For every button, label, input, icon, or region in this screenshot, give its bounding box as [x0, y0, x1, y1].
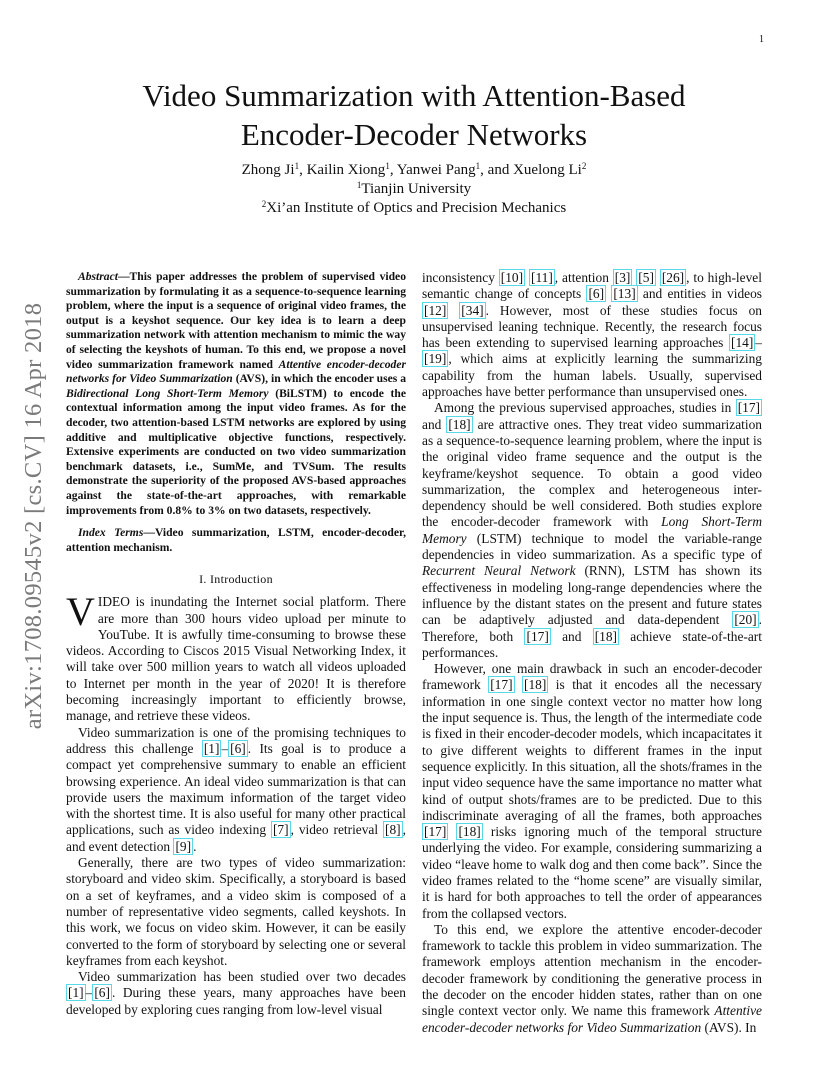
paragraph-text: Among the previous supervised approaches, studies in: [434, 400, 736, 416]
citation-link[interactable]: [6]: [230, 740, 246, 756]
citation-link[interactable]: [14]: [730, 335, 754, 351]
affiliation-mark: 1: [356, 180, 362, 190]
intro-paragraph-1: [66, 589, 406, 724]
index-terms: [66, 526, 406, 555]
affiliation-mark: 1: [475, 161, 481, 171]
paragraph-text: To this end, we explore the attentive encoder-decoder framework to tackle this problem in video summarization. The framework employs attention mechanism in the encoder-decoder framework by conditioning the generative process in the decoder on the encoder hidden states, rather than on one single context vector only. We name this framework: [422, 921, 762, 1019]
paragraph-text: (RNN), LSTM has shown its effectiveness in modeling long-range dependencies where the influence by the distant states on the present and future states can be adaptively adjusted and data-dependent: [422, 563, 762, 628]
paragraph-text: .: [193, 838, 197, 854]
section-heading: I. Introduction: [199, 572, 273, 587]
intro-paragraph-7: [422, 661, 762, 922]
arxiv-watermark: [10, 276, 58, 756]
paragraph-text: are attractive ones. They treat video summarization as a sequence-to-sequence learning problem, where the input is the original video frame sequence and the output is the keyframe/keyshot sequence. To obtain a good video summarization, the complex and heterogeneous inter-dependency should be well considered. Both studies explore the encoder-decoder framework with: [422, 416, 762, 530]
emphasis-text: Long Short-Term Memory: [422, 514, 762, 546]
citation-link[interactable]: [34]: [461, 302, 484, 318]
citation-link[interactable]: [9]: [175, 838, 192, 854]
paragraph-text: However, one main drawback in such an encoder-decoder framework: [422, 661, 762, 693]
abstract-text: —This paper addresses the problem of supervised video summarization by formulating it as a sequence-to-sequence learning problem, where the input is a sequence of original video frames, the output is a keyshot sequence. Our key idea is to learn a deep summarization network with attention mechanism to mimic the way of selecting the keyshots of human. To this end, we propose a novel video summarization framework named: [66, 270, 406, 371]
index-terms-label: Index Terms: [78, 526, 144, 540]
author-block: [60, 161, 768, 218]
index-terms-text: —Video summarization, LSTM, encoder-decoder, attention mechanism.: [66, 526, 406, 554]
paragraph-text: and: [550, 628, 593, 644]
intro-paragraph-8: [422, 922, 762, 1036]
abstract-label: Abstract: [78, 270, 118, 283]
abstract-text: (BiLSTM) to encode the contextual information among the input video frames. As for the decoder, two attention-based LSTM networks are explored by using additive and multiplicative objective functions, respectively. Extensive experiments are conducted on two video summarization benchmark datasets, i.e., SumMe, and TVSum. The results demonstrate the superiority of the proposed AVS-based approaches against the state-of-the-art approaches, with remarkable improvements from 0.8% to 3% on two datasets, respectively.: [66, 386, 406, 517]
abstract-emphasis: Bidirectional Long Short-Term Memory: [66, 386, 269, 400]
citation-link[interactable]: [1]: [203, 740, 220, 756]
paragraph-text: . Therefore, both: [422, 612, 762, 644]
paragraph-text: Video summarization has been studied over two decades: [78, 969, 406, 985]
citation-link[interactable]: [19]: [424, 351, 447, 367]
affiliation-mark: 2: [581, 161, 587, 171]
citation-link[interactable]: [17]: [490, 677, 513, 693]
paragraph-text: Video summarization is one of the promising techniques to address this challenge: [66, 724, 406, 756]
intro-paragraph-3: Generally, there are two types of video summarization: storyboard and video skim. Specifically, a storyboard is based on a set of keyframes, and a video skim is composed of a number of representative video segments, called keyshots. In this work, we focus on video skim. However, it can be easily converted to the form of storyboard by selecting one or several keyframes from each keyshot.: [66, 855, 406, 968]
paragraph-text: –: [221, 740, 229, 756]
paragraph-text: , which aims at explicitly learning the summarizing capability from the human labels. Usually, supervised approaches have better performance than unsupervised ones.: [422, 351, 762, 400]
citation-link[interactable]: [11]: [530, 270, 553, 285]
paragraph-text: , and event detection: [66, 822, 406, 854]
intro-paragraph-2: [66, 725, 406, 855]
intro-paragraph-5: [422, 270, 762, 400]
affiliation-1: [60, 180, 768, 199]
citation-link[interactable]: [6]: [588, 286, 605, 302]
author-name: Zhong Ji: [241, 162, 295, 178]
citation-link[interactable]: [3]: [614, 270, 631, 285]
affiliation-name: Tianjin University: [361, 181, 472, 197]
paragraph-text: inconsistency: [422, 270, 499, 285]
page-number: 1: [759, 34, 764, 45]
citation-link[interactable]: [18]: [458, 824, 481, 840]
author-names: Zhong Ji$^1$, Kailin Xiong$^1$, Yanwei Pang$^1$, and Xuelong Li$^2$: [241, 161, 587, 178]
drop-cap: V: [66, 589, 95, 635]
emphasis-text: Recurrent Neural Network: [422, 563, 576, 579]
author-name: Xuelong Li: [513, 162, 582, 178]
paper-title: [60, 76, 768, 154]
citation-link[interactable]: [10]: [500, 270, 524, 285]
affiliation-name: Xi’an Institute of Optics and Precision Mechanics: [266, 200, 567, 216]
citation-link[interactable]: [17]: [737, 400, 760, 416]
paragraph-text: , attention: [554, 270, 613, 285]
citation-link[interactable]: [17]: [526, 628, 549, 644]
abstract-emphasis: Attentive encoder-decoder networks for Video Summarization: [66, 357, 406, 386]
citation-link[interactable]: [6]: [94, 985, 110, 1001]
emphasis-text: Attentive encoder-decoder networks for Video Summarization: [422, 1003, 762, 1035]
affiliation-mark: 1: [294, 161, 300, 171]
title-line-1: Video Summarization with Attention-Based: [142, 78, 686, 113]
paragraph-text: and entities in videos: [637, 286, 762, 302]
paragraph-text: –: [755, 335, 762, 351]
paragraph-text: , to high-level semantic change of concepts: [422, 270, 762, 302]
citation-link[interactable]: [17]: [424, 824, 447, 840]
abstract-text: (AVS), in which the encoder uses a: [232, 372, 406, 386]
paragraph-text: , video retrieval: [290, 822, 384, 838]
affiliation-2: [60, 199, 768, 218]
citation-link[interactable]: [12]: [424, 302, 447, 318]
intro-paragraph-4: [66, 969, 406, 1018]
citation-link[interactable]: [18]: [524, 677, 547, 693]
citation-link[interactable]: [5]: [638, 270, 654, 285]
arxiv-id: arXiv:1708.09545v2 [cs.CV] 16 Apr 2018: [20, 302, 47, 730]
author-name: Yanwei Pang: [396, 162, 476, 178]
paragraph-text: is that it encodes all the necessary information in one single context vector no matter how long the input sequence is. Thus, the length of the intermediate code is fixed in their encoder-decoder models, which incapacitates it to give different weights to different frames in the input sequence explicitly. In this situation, all the shots/frames in the input video sequence have the same importance no matter what kind of output shots/frames are to be predicted. Due to this indiscriminate averaging of all the frames, both approaches: [422, 677, 762, 823]
paragraph-text: (LSTM) technique to model the variable-range dependencies in video summarization. As a specific type of: [422, 530, 762, 563]
citation-link[interactable]: [13]: [613, 286, 636, 302]
citation-link[interactable]: [8]: [385, 822, 401, 838]
paragraph-text: risks ignoring much of the temporal structure underlying the video. For example, considering summarizing a video “leave home to walk dog and then come back”. Since the video frames related to the “home scene” are visually similar, it is hard for both approaches to tell the order of appearances from the collapsed vectors.: [422, 824, 762, 921]
affiliation-mark: 2: [261, 199, 267, 209]
citation-link[interactable]: [1]: [68, 985, 84, 1001]
citation-link[interactable]: [18]: [448, 416, 471, 432]
paragraph-text: (AVS). In: [701, 1019, 757, 1035]
abstract: [66, 270, 406, 518]
citation-link[interactable]: [7]: [272, 822, 289, 838]
paragraph-text: . During these years, many approaches have been developed by exploring cues ranging from low-level visual: [66, 985, 406, 1017]
paragraph-text: . However, most of these studies focus on unsupervised leaning technique. Recently, the research focus has been extending to supervised learning approaches: [422, 302, 762, 351]
citation-link[interactable]: [20]: [734, 612, 757, 628]
citation-link[interactable]: [18]: [594, 628, 617, 644]
paragraph-text: and: [422, 416, 447, 432]
paragraph-text: IDEO is inundating the Internet social platform. There are more than 300 hours video upload per minute to YouTube. It is awfully time-consuming to browse these videos. According to Ciscos 2015 Visual Networking Index, it will take over 500 million years to watch all videos uploaded to Internet per month in the year of 2020! It is therefore becoming increasingly important to efficiently browse, manage, and retrieve these videos.: [66, 594, 406, 724]
affiliation-mark: 1: [385, 161, 390, 171]
intro-paragraph-6: [422, 400, 762, 661]
title-line-2: Encoder-Decoder Networks: [240, 117, 588, 152]
right-column: [422, 270, 762, 1036]
paragraph-text: –: [85, 985, 93, 1001]
citation-link[interactable]: [26]: [661, 270, 685, 285]
author-name: Kailin Xiong: [306, 162, 386, 178]
left-column: [66, 270, 406, 1018]
paragraph-text: achieve state-of-the-art performances.: [422, 628, 762, 660]
paragraph-text: . Its goal is to produce a compact yet comprehensive summary to enable an efficient browsing experience. An ideal video summarization is that can provide users the maximum information of the target video with the shortest time. It is also useful for many other practical applications, such as video indexing: [66, 740, 407, 838]
